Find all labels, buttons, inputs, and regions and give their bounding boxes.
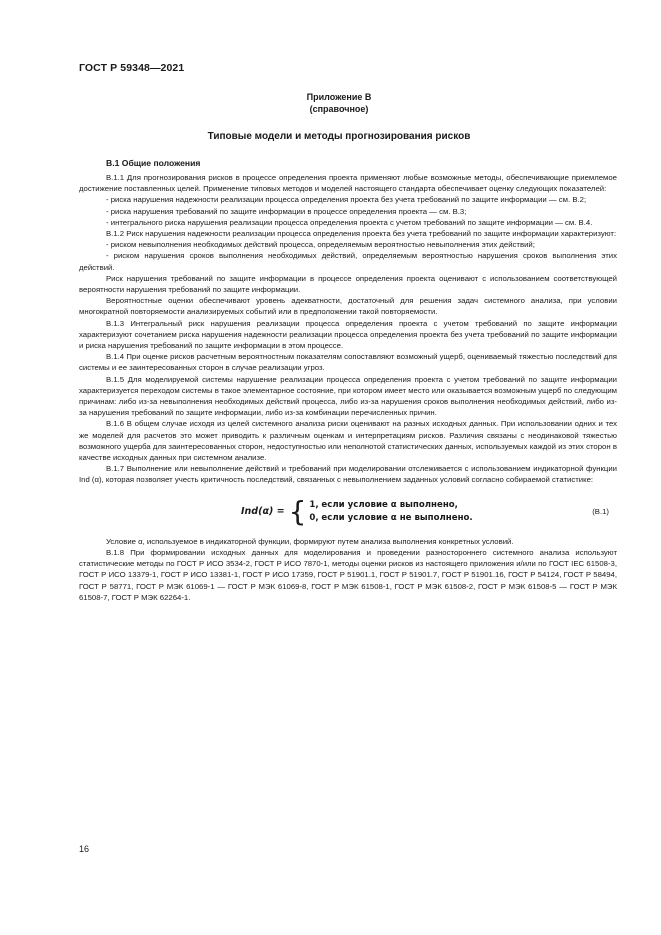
paragraph: В.1.3 Интегральный риск нарушения реализации процесса определения проекта с учетом требований по защите информации характеризуют сочетанием риска нарушения надежности реализации процесса определения проекта без учета требований по защите информации и риска нарушения требований по защите информации в этом процессе. (79, 318, 617, 351)
paragraph: В.1.1 Для прогнозирования рисков в процессе определения проекта применяют любые возможные методы, обеспечивающие приемлемое достижение поставленных целей. Применение типовых методов и моделей настоящего стандарта обеспечивает оценку следующих показателей: (79, 173, 617, 194)
formula-block (79, 494, 617, 532)
paragraph: В.1.5 Для моделируемой системы нарушение реализации процесса определения проекта с учетом требований по защите информации характеризуется переходом системы в такое элементарное состояние, при котором имеет место или оказывается возможным ущерб по следующим причинам: либо из-за невыполнения необходимых действий процесса, либо из-за нарушения сроков выполнения необходимых действий, либо из-за нарушения требований по защите информации, либо из-за комбинации перечисленных причин. (79, 374, 617, 418)
paragraph: Риск нарушения требований по защите информации в процессе определения проекта оценивают с использованием соответствующей вероятности нарушения требований по защите информации. (79, 273, 617, 295)
list-item: - риска нарушения надежности реализации процесса определения проекта без учета требований по защите информации — см. В.2; (106, 195, 587, 205)
list-item: - риска нарушения требований по защите информации в процессе определения проекта — см. В.3; (106, 206, 467, 216)
formula-case-false: 0, если условие α не выполнено. (309, 512, 473, 523)
list-item: - риском нарушения сроков выполнения необходимых действий, определяемым вероятностью нарушения сроков выполнения этих действий. (79, 251, 617, 272)
paragraph: В.1.2 Риск нарушения надежности реализации процесса определения проекта без учета требований по защите информации характеризуют: (106, 229, 617, 239)
brace-icon: { (288, 494, 307, 528)
section-title: В.1 Общие положения (106, 158, 201, 168)
paragraph: Условие α, используемое в индикаторной функции, формируют путем анализа выполнения конкретных условий. (106, 536, 514, 546)
document-body (79, 172, 617, 603)
page-number: 16 (79, 844, 90, 854)
paragraph: В.1.4 При оценке рисков расчетным вероятностным показателям сопоставляют возможный ущерб, оцениваемый тяжестью последствий для системы и ее заинтересованных сторон в случае реализации угроз. (79, 352, 617, 373)
paragraph: Вероятностные оценки обеспечивают уровень адекватности, достаточный для решения задач системного анализа, при условии многократной повторяемости анализируемых событий или в предположении такой повторяемости. (79, 296, 617, 317)
paragraph: В.1.6 В общем случае исходя из целей системного анализа риски оценивают на разных исходных данных. При использовании одних и тех же моделей для расчетов это может приводить к различным оценкам и интерпретациям рисков. Различия связаны с неодинаковой тяжестью возможного ущерба для заинтересованных сторон, недоступностью или неполнотой статистических данных, используемых каждой из этих сторон в качестве исходных данных при системном анализе. (79, 419, 617, 463)
page-title: Типовые модели и методы прогнозирования рисков (207, 131, 471, 142)
annex-subtitle: (справочное) (309, 104, 369, 114)
paragraph: В.1.8 При формировании исходных данных для моделирования и проведении разностороннего системного анализа используют статистические методы по ГОСТ Р ИСО 3534-2, ГОСТ Р ИСО 7870-1, методы оценки рисков из настоящего приложения и/или по ГОСТ IEC 61508-3, ГОСТ Р ИСО 13379-1, ГОСТ Р ИСО 13381-1, ГОСТ Р ИСО 17359, ГОСТ Р 51901.1, ГОСТ Р 51901.7, ГОСТ Р 51901.16, ГОСТ Р 54124, ГОСТ Р 58494, ГОСТ Р 58771, ГОСТ Р МЭК 61069-1 — ГОСТ Р МЭК 61069-8, ГОСТ Р МЭК 61508-1, ГОСТ Р МЭК 61508-2, ГОСТ Р МЭК 61508-5 — ГОСТ Р МЭК 61508-7, ГОСТ Р МЭК 62264-1. (79, 547, 617, 602)
document-header: ГОСТ Р 59348—2021 (79, 62, 185, 74)
formula-lhs: Ind(α) = (241, 506, 285, 518)
annex-title: Приложение В (306, 92, 372, 102)
formula-case-true: 1, если условие α выполнено, (309, 499, 458, 510)
formula-cases (309, 499, 472, 525)
list-item: - интегрального риска нарушения реализации процесса определения проекта с учетом требований по защите информации — см. В.4. (106, 217, 593, 227)
indicator-formula (241, 496, 473, 528)
paragraph: В.1.7 Выполнение или невыполнение действий и требований при моделировании отслеживается с использованием индикаторной функции Ind (α), которая позволяет учесть критичность последствий, связанных с невыполнением заданных условий согласно собираемой статистике: (79, 464, 617, 485)
list-item: - риском невыполнения необходимых действий процесса, определяемым вероятностью невыполнения этих действий; (106, 240, 535, 250)
formula-number: (В.1) (592, 506, 609, 516)
